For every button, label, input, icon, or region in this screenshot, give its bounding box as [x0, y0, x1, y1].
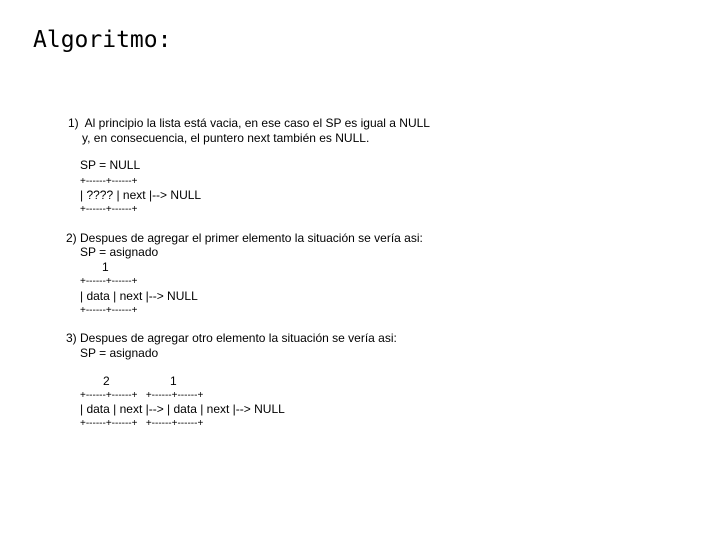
diagram3-border-bottom: +------+------+ +------+------+ — [80, 418, 204, 429]
diagram2-border-top: +------+------+ — [80, 276, 138, 287]
diagram1-cells: | ???? | next |--> NULL — [80, 188, 202, 202]
step2-sp-line: SP = asignado — [80, 245, 159, 259]
diagram2-node-label: 1 — [102, 260, 109, 274]
step2-line1: 2) Despues de agregar el primer elemento la situación se vería asi: — [66, 231, 423, 245]
step1-line1: 1) Al principio la lista está vacia, en ese caso el SP es igual a NULL — [68, 116, 430, 130]
diagram3-node-label-a: 2 — [103, 374, 110, 388]
diagram1-border-bottom: +------+------+ — [80, 204, 138, 215]
page-title: Algoritmo: — [33, 27, 172, 53]
diagram3-cells: | data | next |--> | data | next |--> NULL — [80, 402, 285, 416]
diagram1-border-top: +------+------+ — [80, 176, 138, 187]
step3-line1: 3) Despues de agregar otro elemento la situación se vería asi: — [66, 331, 397, 345]
diagram2-border-bottom: +------+------+ — [80, 305, 138, 316]
diagram3-node-label-b: 1 — [170, 374, 177, 388]
step1-line2: y, en consecuencia, el puntero next también es NULL. — [82, 131, 370, 145]
diagram1-sp-line: SP = NULL — [80, 158, 141, 172]
diagram2-cells: | data | next |--> NULL — [80, 289, 198, 303]
step3-sp-line: SP = asignado — [80, 346, 159, 360]
diagram3-border-top: +------+------+ +------+------+ — [80, 390, 204, 401]
